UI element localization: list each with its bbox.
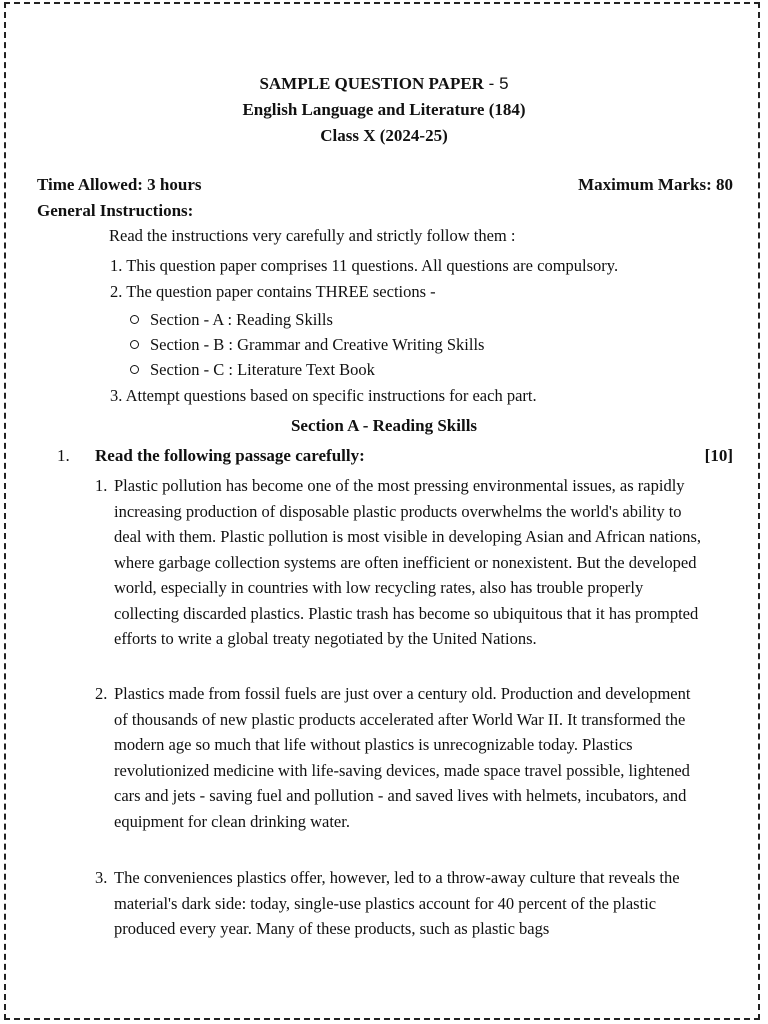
- paragraph-number: 3.: [95, 868, 108, 887]
- paper-title-sep: -: [483, 74, 500, 93]
- passage-paragraph: [95, 865, 705, 942]
- paragraph-number: 1.: [95, 476, 108, 495]
- class-line: Class X (2024-25): [320, 126, 448, 145]
- section-list-label: Section - A : Reading Skills: [150, 310, 333, 329]
- instructions-heading: General Instructions:: [37, 201, 194, 220]
- section-list-item: [130, 360, 375, 380]
- question-marks: [10]: [704, 446, 733, 465]
- section-a-heading: Section A - Reading Skills: [290, 416, 478, 435]
- section-list-item: [130, 310, 333, 330]
- maximum-marks: Maximum Marks: 80: [578, 175, 733, 194]
- instructions-intro: Read the instructions very carefully and strictly follow them :: [109, 226, 516, 245]
- paragraph-text: Plastics made from fossil fuels are just over a century old. Production and development of thousands of new plastic products accelerated after World War II. It transformed the modern age so much that life without plastics is unrecognizable today. Plastics revolutionized medicine with life-saving devices, made space travel possible, lightened cars and jets - saving fuel and pollution - and saved lives with helmets, incubators, and equipment for clean drinking water.: [114, 684, 691, 831]
- bullet-icon: [130, 340, 139, 349]
- section-list-item: [130, 335, 484, 355]
- paragraph-text: Plastic pollution has become one of the most pressing environmental issues, as rapidly increasing production of disposable plastic products overwhelms the world's ability to deal with them. Plastic pollution is most visible in developing Asian and African nations, where garbage collection systems are often inefficient or nonexistent. But the developed world, especially in countries with low recycling rates, also has trouble properly collecting discarded plastics. Plastic trash has become so ubiquitous that it has prompted efforts to write a global treaty negotiated by the United Nations.: [114, 476, 702, 648]
- bullet-icon: [130, 315, 139, 324]
- paper-number: 5: [499, 74, 509, 93]
- instruction-item: 3. Attempt questions based on specific instructions for each part.: [110, 386, 537, 405]
- passage-paragraph: [95, 681, 705, 834]
- time-allowed: Time Allowed: 3 hours: [37, 175, 202, 194]
- paragraph-text: The conveniences plastics offer, however, led to a throw-away culture that reveals the material's dark side: today, single-use plastics account for 40 percent of the plastic produced every year. Many of these products, such as plastic bags: [114, 868, 680, 938]
- section-list-label: Section - B : Grammar and Creative Writing Skills: [150, 335, 485, 354]
- paragraph-number: 2.: [95, 684, 108, 703]
- question-number: 1.: [57, 446, 70, 465]
- section-list-label: Section - C : Literature Text Book: [150, 360, 375, 379]
- instruction-item: 1. This question paper comprises 11 questions. All questions are compulsory.: [110, 256, 619, 275]
- paper-title-prefix: SAMPLE QUESTION PAPER: [259, 74, 484, 93]
- question-text: Read the following passage carefully:: [95, 446, 365, 465]
- paper-title: [0, 74, 768, 94]
- subject-line: English Language and Literature (184): [242, 100, 526, 119]
- passage-paragraph: [95, 473, 705, 652]
- bullet-icon: [130, 365, 139, 374]
- instruction-item: 2. The question paper contains THREE sections -: [110, 282, 436, 301]
